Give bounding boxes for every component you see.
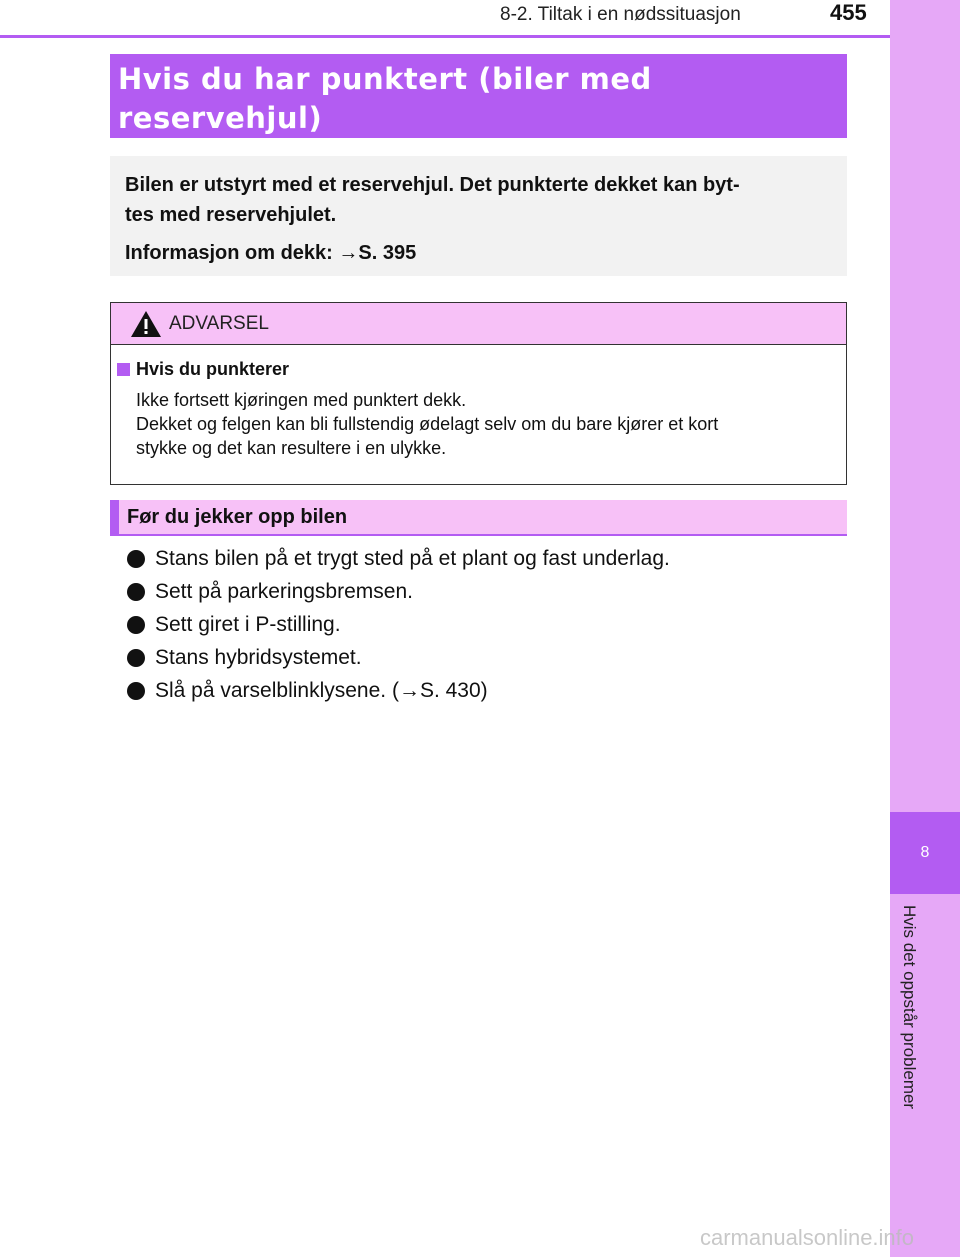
section-heading (110, 500, 847, 536)
arrow-right-icon: → (398, 678, 420, 702)
warning-line-1: Ikke fortsett kjøringen med punktert dekk. (136, 390, 467, 410)
warning-line-3: stykke og det kan resultere i en ulykke. (136, 438, 447, 458)
intro-ref-page-link[interactable]: S. 395 (358, 242, 417, 264)
warning-subheading-text: Hvis du punkterer (136, 359, 290, 379)
list-item: Slå på varselblinklysene. ( → S. 430) (127, 674, 670, 707)
warning-subheading (117, 359, 832, 380)
warning-triangle-icon (129, 309, 163, 339)
intro-box (110, 156, 847, 276)
section-header: 8-2. Tiltak i en nødssituasjon (500, 4, 741, 25)
square-bullet-icon (117, 363, 130, 376)
list-item: Sett på parkeringsbremsen. (127, 575, 670, 608)
bullet-list (127, 542, 670, 707)
warning-header (111, 303, 846, 345)
bullet-dot-icon (127, 682, 145, 700)
warning-body (111, 345, 846, 460)
list-item: Sett giret i P-stilling. (127, 608, 670, 641)
bullet-dot-icon (127, 649, 145, 667)
bullet-dot-icon (127, 550, 145, 568)
page-title-line-1: Hvis du har punktert (biler med (118, 62, 652, 96)
section-heading-text: Før du jekker opp bilen (127, 505, 348, 528)
chapter-number-box (890, 812, 960, 894)
bullet-dot-icon (127, 583, 145, 601)
page-title-line-2: reservehjul) (118, 101, 323, 135)
chapter-number: 8 (920, 844, 930, 861)
header-divider (0, 35, 890, 38)
page-title (110, 54, 847, 138)
watermark: carmanualsonline.info (700, 1225, 915, 1250)
warning-line-2: Dekket og felgen kan bli fullstendig ødelagt selv om du bare kjører et kort (136, 414, 719, 434)
warning-box (110, 302, 847, 485)
intro-ref-label: Informasjon om dekk: (125, 242, 339, 264)
chapter-title-vertical: Hvis det oppstår problemer (900, 905, 919, 1110)
intro-line-1: Bilen er utstyrt med et reservehjul. Det punkterte dekket kan byt- (125, 174, 740, 196)
bullet-dot-icon (127, 616, 145, 634)
intro-reference (125, 238, 832, 268)
hazard-ref-link[interactable]: S. 430) (419, 678, 488, 702)
warning-text (136, 388, 832, 460)
arrow-right-icon: → (338, 242, 359, 264)
intro-line-2: tes med reservehjulet. (125, 204, 337, 226)
list-item: Stans hybridsystemet. (127, 641, 670, 674)
warning-title: ADVARSEL (169, 312, 269, 334)
list-item: Stans bilen på et trygt sted på et plant og fast underlag. (127, 542, 670, 575)
page-number: 455 (830, 0, 867, 25)
